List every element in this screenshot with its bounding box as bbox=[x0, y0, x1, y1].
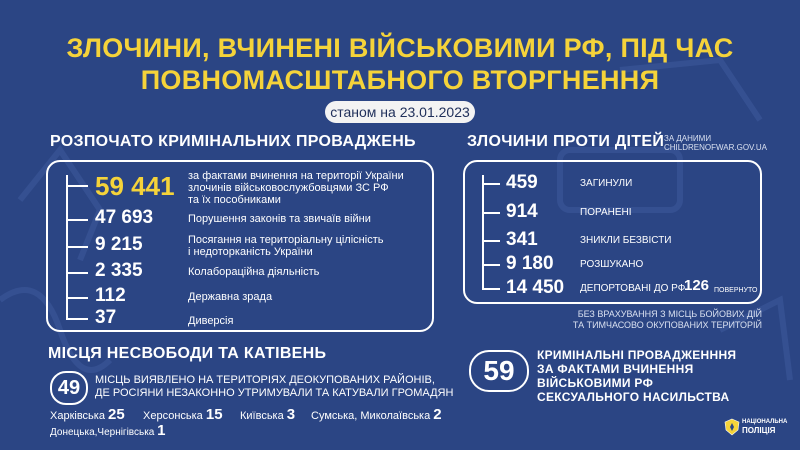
region-value: 25 bbox=[108, 406, 125, 423]
children-note-1: БЕЗ ВРАХУВАННЯ З МІСЦЬ БОЙОВИХ ДІЙ bbox=[577, 309, 762, 319]
criminal-item-value: 47 693 bbox=[95, 207, 154, 228]
criminal-item-value: 9 215 bbox=[95, 234, 143, 255]
detention-desc-2: ДЕ РОСІЯНИ НЕЗАКОННО УТРИМУВАЛИ ТА КАТУВАЛИ ГРОМАДЯН bbox=[95, 387, 454, 399]
page-title-line-1: ЗЛОЧИНИ, ВЧИНЕНІ ВІЙСЬКОВИМИ РФ, ПІД ЧАС bbox=[66, 33, 734, 63]
children-brace bbox=[482, 175, 484, 289]
tick bbox=[66, 219, 88, 221]
children-value: 459 bbox=[506, 172, 538, 193]
tick bbox=[66, 246, 88, 248]
children-value: 14 450 bbox=[506, 277, 565, 298]
children-heading: ЗЛОЧИНИ ПРОТИ ДІТЕЙ bbox=[467, 133, 665, 150]
tick bbox=[482, 240, 500, 242]
region-item bbox=[143, 406, 223, 423]
tick bbox=[66, 297, 88, 299]
criminal-item-desc: Державна зрада bbox=[188, 291, 273, 303]
tick bbox=[66, 185, 88, 187]
sexual-count: 59 bbox=[469, 350, 529, 392]
criminal-item-desc: Колабораційна діяльність bbox=[188, 266, 320, 278]
returned-label: ПОВЕРНУТО bbox=[714, 287, 758, 294]
sexual-line-1: КРИМІНАЛЬНІ ПРОВАДЖЕНННЯ bbox=[537, 348, 737, 362]
children-source-1: ЗА ДАНИМИ bbox=[664, 134, 712, 143]
detention-desc-1: МІСЦЬ ВИЯВЛЕНО НА ТЕРИТОРІЯХ ДЕОКУПОВАНИХ РАЙОНІВ, bbox=[95, 374, 435, 386]
region-name: Херсонська bbox=[143, 410, 203, 422]
children-label: ЗНИКЛИ БЕЗВІСТИ bbox=[580, 235, 672, 246]
logo-line-1: НАЦІОНАЛЬНА bbox=[742, 419, 788, 425]
region-name: Донецька,Чернігівська bbox=[50, 427, 155, 438]
children-source-2: CHILDRENOFWAR.GOV.UA bbox=[664, 143, 767, 152]
criminal-item-value: 37 bbox=[95, 307, 117, 328]
region-value: 2 bbox=[433, 406, 442, 423]
tick bbox=[66, 318, 88, 320]
region-item bbox=[50, 422, 166, 439]
region-value: 3 bbox=[286, 406, 296, 423]
tick bbox=[66, 272, 88, 274]
criminal-total-desc-3: та їх пособниками bbox=[188, 194, 281, 206]
returned-value: 126 bbox=[684, 277, 710, 294]
children-label: ЗАГИНУЛИ bbox=[580, 178, 633, 189]
date-badge: станом на 23.01.2023 bbox=[325, 101, 475, 123]
criminal-item-desc: Диверсія bbox=[188, 315, 234, 327]
criminal-item-value: 2 335 bbox=[95, 260, 143, 281]
logo-line-2: ПОЛІЦІЯ bbox=[742, 426, 776, 435]
tick bbox=[482, 288, 500, 290]
criminal-heading: РОЗПОЧАТО КРИМІНАЛЬНИХ ПРОВАДЖЕНЬ bbox=[50, 133, 416, 150]
criminal-item-desc: Порушення законів та звичаїв війни bbox=[188, 213, 371, 225]
criminal-total-desc-1: за фактами вчинення на території України bbox=[188, 170, 404, 182]
children-note-2: ТА ТИМЧАСОВО ОКУПОВАНИХ ТЕРИТОРІЙ bbox=[572, 320, 762, 330]
children-label: ПОРАНЕНІ bbox=[580, 207, 632, 218]
tick bbox=[482, 212, 500, 214]
detention-heading: МІСЦЯ НЕСВОБОДИ ТА КАТІВЕНЬ bbox=[48, 345, 327, 362]
page-title-line-2: ПОВНОМАСШТАБНОГО ВТОРГНЕННЯ bbox=[140, 65, 660, 95]
region-name: Харківська bbox=[50, 410, 105, 422]
region-value: 15 bbox=[205, 406, 223, 423]
children-label: ДЕПОРТОВАНІ ДО РФ bbox=[580, 283, 686, 294]
children-label: РОЗШУКАНО bbox=[580, 259, 644, 270]
criminal-total-desc-2: злочинів військовослужбовцями ЗС РФ bbox=[188, 182, 389, 194]
region-item bbox=[240, 406, 295, 423]
region-name: Сумська, Миколаївська bbox=[311, 410, 431, 422]
tick bbox=[482, 183, 500, 185]
sexual-line-3: ВІЙСЬКОВИМИ РФ bbox=[537, 376, 654, 390]
region-item bbox=[50, 406, 125, 423]
children-value: 9 180 bbox=[506, 253, 554, 274]
children-value: 341 bbox=[506, 229, 538, 250]
criminal-item-value: 112 bbox=[95, 285, 126, 306]
police-badge-icon bbox=[724, 418, 740, 436]
detention-count: 49 bbox=[50, 371, 88, 405]
region-item bbox=[311, 406, 442, 423]
region-value: 1 bbox=[157, 422, 166, 439]
criminal-item-desc: Посягання на територіальну цілісність bbox=[188, 234, 384, 246]
criminal-total-value: 59 441 bbox=[95, 171, 175, 201]
criminal-item-desc: і недоторканість України bbox=[188, 246, 313, 258]
region-name: Київська bbox=[240, 410, 284, 422]
sexual-line-2: ЗА ФАКТАМИ ВЧИНЕННЯ bbox=[537, 362, 694, 376]
children-value: 914 bbox=[506, 201, 538, 222]
tick bbox=[482, 264, 500, 266]
sexual-line-4: СЕКСУАЛЬНОГО НАСИЛЬСТВА bbox=[537, 390, 730, 404]
